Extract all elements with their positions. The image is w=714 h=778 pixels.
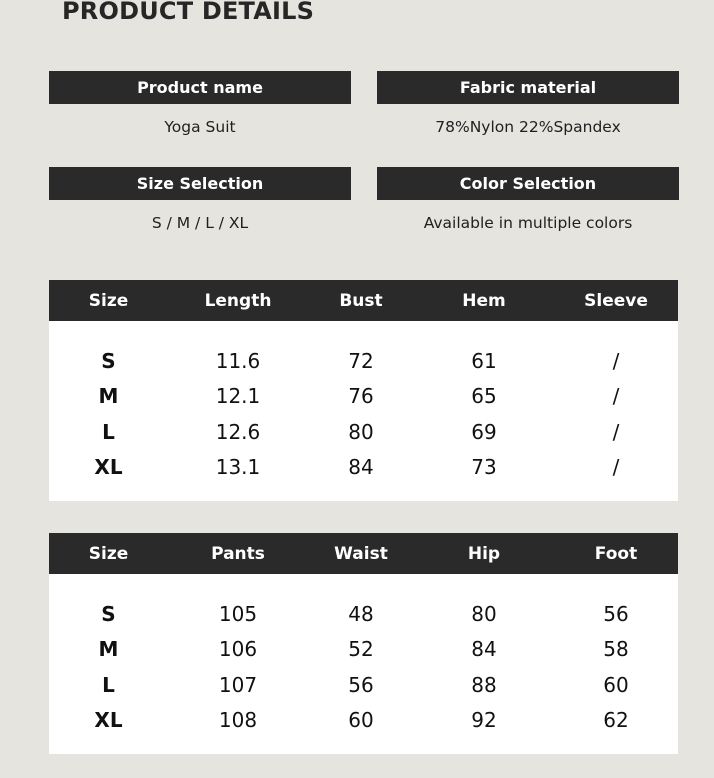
size-cell: S (101, 601, 116, 626)
length-cell: 11.6 (215, 348, 261, 373)
foot-cell: 58 (603, 637, 629, 662)
length-cell: 12.1 (215, 384, 261, 409)
sleeve-cell: / (612, 348, 620, 373)
header-pants: Pants (211, 543, 265, 564)
table-row (49, 379, 678, 415)
bust-cell: 76 (348, 384, 374, 409)
bust-cell: 72 (348, 348, 374, 373)
bottom-size-table (49, 533, 678, 754)
page-title: PRODUCT DETAILS (62, 0, 315, 25)
color-selection-block (377, 167, 679, 232)
product-name-block (49, 71, 351, 136)
header-size: Size (88, 543, 129, 564)
size-selection-label: Size Selection (49, 167, 351, 200)
product-name-value: Yoga Suit (164, 118, 236, 136)
table-row (49, 343, 678, 379)
foot-cell: 56 (603, 601, 629, 626)
header-bust: Bust (339, 290, 383, 311)
hem-cell: 65 (471, 384, 497, 409)
size-cell: L (102, 672, 115, 697)
hip-cell: 92 (471, 708, 497, 733)
top-size-table (49, 280, 678, 501)
size-cell: M (98, 384, 119, 409)
foot-cell: 60 (603, 672, 629, 697)
color-selection-label: Color Selection (377, 167, 679, 200)
table-row (49, 632, 678, 668)
bust-cell: 80 (348, 419, 374, 444)
size-cell: XL (94, 708, 123, 733)
waist-cell: 52 (348, 637, 374, 662)
sleeve-cell: / (612, 419, 620, 444)
pants-cell: 108 (218, 708, 258, 733)
color-selection-value: Available in multiple colors (423, 214, 633, 232)
size-cell: XL (94, 455, 123, 480)
size-selection-value: S / M / L / XL (151, 214, 249, 232)
sleeve-cell: / (612, 384, 620, 409)
size-cell: M (98, 637, 119, 662)
size-selection-block (49, 167, 351, 232)
table-row (49, 414, 678, 450)
header-hip: Hip (467, 543, 501, 564)
header-foot: Foot (594, 543, 638, 564)
hip-cell: 84 (471, 637, 497, 662)
sleeve-cell: / (612, 455, 620, 480)
header-waist: Waist (334, 543, 388, 564)
hem-cell: 61 (471, 348, 497, 373)
length-cell: 12.6 (215, 419, 261, 444)
length-cell: 13.1 (215, 455, 261, 480)
header-sleeve: Sleeve (584, 290, 648, 311)
header-hem: Hem (462, 290, 506, 311)
product-name-label: Product name (49, 71, 351, 104)
waist-cell: 60 (348, 708, 374, 733)
size-cell: S (101, 348, 116, 373)
table-row (49, 596, 678, 632)
pants-cell: 107 (218, 672, 258, 697)
size-cell: L (102, 419, 115, 444)
waist-cell: 56 (348, 672, 374, 697)
waist-cell: 48 (348, 601, 374, 626)
bottom-table-header (49, 533, 678, 574)
hem-cell: 69 (471, 419, 497, 444)
fabric-material-label: Fabric material (377, 71, 679, 104)
hip-cell: 88 (471, 672, 497, 697)
table-row (49, 703, 678, 739)
table-row (49, 450, 678, 486)
fabric-material-block (377, 71, 679, 136)
table-row (49, 667, 678, 703)
hip-cell: 80 (471, 601, 497, 626)
hem-cell: 73 (471, 455, 497, 480)
foot-cell: 62 (603, 708, 629, 733)
top-table-header (49, 280, 678, 321)
pants-cell: 106 (218, 637, 258, 662)
fabric-material-value: 78%Nylon 22%Spandex (435, 118, 621, 136)
header-length: Length (204, 290, 272, 311)
pants-cell: 105 (218, 601, 258, 626)
bust-cell: 84 (348, 455, 374, 480)
header-size: Size (88, 290, 129, 311)
